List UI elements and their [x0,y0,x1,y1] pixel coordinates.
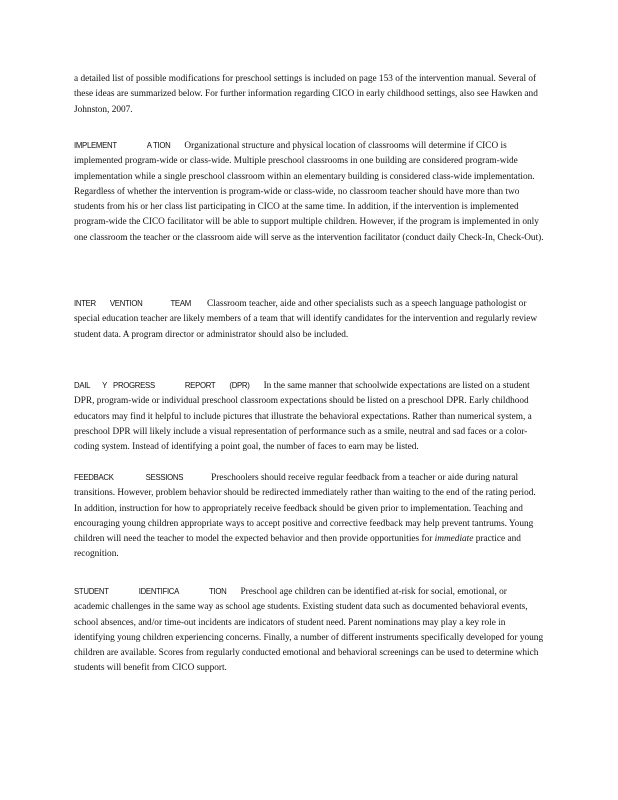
student-identification-heading [74,587,240,596]
intro-text: a detailed list of possible modifications for preschool settings is included on page 153 of the intervention manual. Several of these ideas are summarized below. For further information regarding CICO in early childhood settings, also see Hawken and Johnston, 2007. [74,74,538,115]
heading-part: Y [102,381,108,390]
heading-part: TION [209,587,227,596]
heading-part: IMPLEMENT [74,141,117,150]
heading-part: STUDENT [74,587,109,596]
heading-part: DAIL [74,381,91,390]
heading-part: SESSIONS [145,473,184,482]
feedback-sessions-heading [74,473,211,482]
feedback-sessions-paragraph [74,470,544,563]
heading-part: VENTION [109,299,143,308]
feedback-sessions-text: Preschoolers should receive regular feedback from a teacher or aide during natural transitions. However, problem behavior should be redirected immediately rather than waiting to the end of the rating period. In addition, instruction for how to appropriately receive feedback should be given prior to implementation. Teaching and encouraging young children appropriate ways to accept positive and corrective feedback may help prevent tantrums. Young children will need the teacher to model the expected behavior and then provide opportunities for [74,473,536,544]
intervention-team-paragraph [74,296,544,343]
heading-part: REPORT [184,381,216,390]
heading-part: INTER [74,299,96,308]
heading-part: TEAM [170,299,191,308]
implementation-heading [74,141,184,150]
emphasized-word: immediate [434,534,474,544]
student-identification-text: Preschool age children can be identified at-risk for social, emotional, or academic challenges in the same way as school age students. Existing student data such as documented behavioral events, school absences, and/or time-out incidents are indicators of student need. Parent nominations may play a key role in identifying young children experiencing concerns. Finally, a number of different instruments specifically developed for young children are available. Scores from regularly conducted emotional and behavioral screenings can be used to determine which students will benefit from CICO support. [74,587,544,674]
daily-progress-report-text: In the same manner that schoolwide expectations are listed on a student DPR, program-wide or individual preschool classroom expectations should be listed on a preschool DPR. Early childhood educators may find it helpful to include pictures that illustrate the behavioral expectations. Rather than numerical system, a preschool DPR will likely include a visual representation of performance such as a smile, neutral and sad faces or a color-coding system. Instead of identifying a point goal, the number of faces to earn may be listed. [74,381,532,452]
student-identification-paragraph [74,584,544,677]
heading-part: PROGRESS [113,381,155,390]
intervention-team-heading [74,299,207,308]
heading-part: FEEDBACK [74,473,114,482]
implementation-paragraph [74,138,544,246]
heading-part: A TION [146,141,171,150]
feedback-sessions-text-end: practice and recognition. [74,534,521,560]
implementation-text: Organizational structure and physical location of classrooms will determine if CICO is implemented program-wide or class-wide. Multiple preschool classrooms in one building are considered program-wide implementation while a single preschool classroom within an elementary building is considered class-wide implementation. Regardless of whether the intervention is program-wide or class-wide, no classroom teacher should have more than two students from his or her class list participating in CICO at the same time. In addition, if the intervention is implemented program-wide the CICO facilitator will be able to support multiple children. However, if the program is implemented in only one classroom the teacher or the classroom aide will serve as the intervention facilitator (conduct daily Check-In, Check-Out). [74,141,544,243]
heading-part: (DPR) [229,381,250,390]
intro-paragraph [74,72,544,118]
intervention-team-text: Classroom teacher, aide and other specialists such as a speech language pathologist or special education teacher are likely members of a team that will identify candidates for the intervention and regularly review student data. A program director or administrator should also be included. [74,299,538,340]
heading-part: IDENTIFICA [138,587,180,596]
daily-progress-report-paragraph [74,378,544,455]
daily-progress-report-heading [74,381,264,390]
